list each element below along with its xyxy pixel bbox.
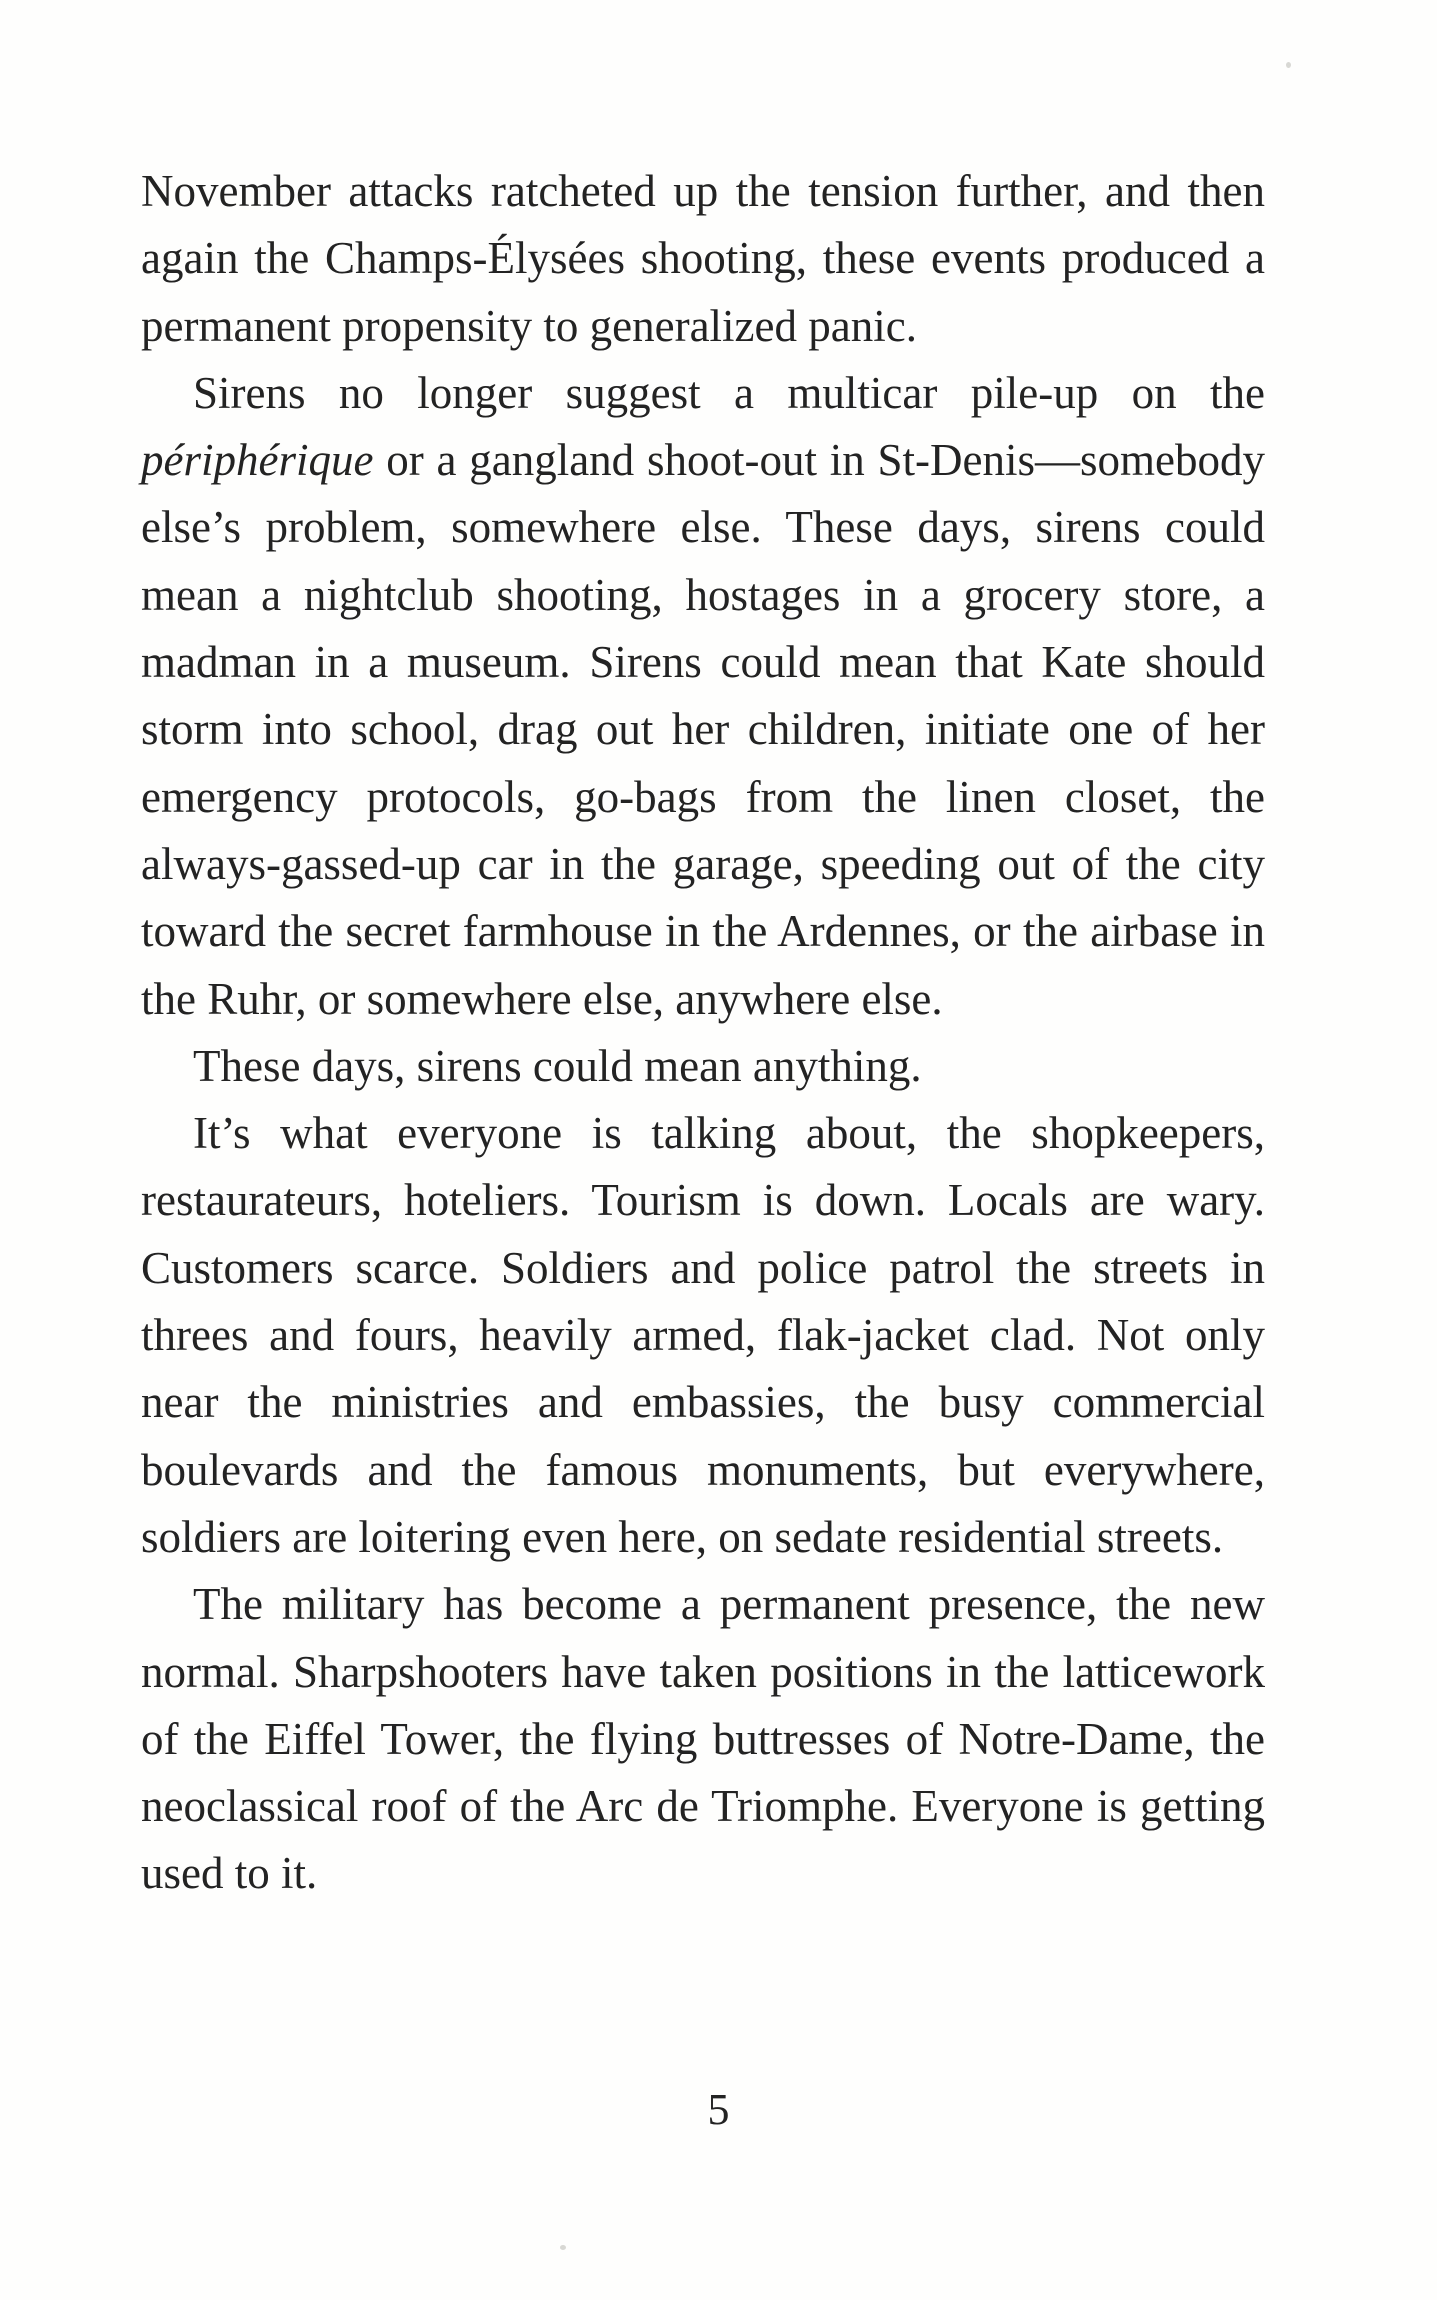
- text-run: These days, sirens could mean anything.: [193, 1040, 922, 1091]
- paragraph: [141, 1033, 1265, 1100]
- paragraph: [141, 1571, 1265, 1907]
- body-text: [141, 158, 1265, 1908]
- text-run: The military has become a permanent presence, the new normal. Sharpshooters have taken positions in the latticework of the Eiffel Tower, the flying buttresses of Notre-Dame, the neoclassical roof of the Arc de Triomphe. Everyone is getting used to it.: [141, 1579, 1265, 1899]
- page-number: 5: [707, 2085, 730, 2134]
- text-run: or a gangland shoot-out in St-Denis—somebody else’s problem, somewhere else. These days, sirens could mean a nightclub shooting, hostages in a grocery store, a madman in a museum. Sirens could mean that Kate should storm into school, drag out her children, initiate one of her emergency protocols, go-bags from the linen closet, the always-gassed-up car in the garage, speeding out of the city toward the secret farmhouse in the Ardennes, or the airbase in the Ruhr, or somewhere else, anywhere else.: [141, 435, 1265, 1024]
- text-run: November attacks ratcheted up the tension further, and then again the Champs-Élysées shooting, these events produced a permanent propensity to generalized panic.: [141, 166, 1265, 351]
- scan-speck: [1286, 62, 1291, 68]
- italic-term: périphérique: [141, 435, 374, 486]
- paragraph: [141, 1100, 1265, 1571]
- text-run: Sirens no longer suggest a multicar pile-up on the: [193, 367, 1265, 418]
- paragraph: [141, 158, 1265, 360]
- paragraph: [141, 360, 1265, 1033]
- scan-speck: [560, 2245, 566, 2250]
- text-run: It’s what everyone is talking about, the shopkeepers, restaurateurs, hoteliers. Tourism is down. Locals are wary. Customers scarce. Soldiers and police patrol the streets in threes and fours, heavily armed, flak-jacket clad. Not only near the ministries and embassies, the busy commercial boulevards and the famous monuments, but everywhere, soldiers are loitering even here, on sedate residential streets.: [141, 1108, 1265, 1562]
